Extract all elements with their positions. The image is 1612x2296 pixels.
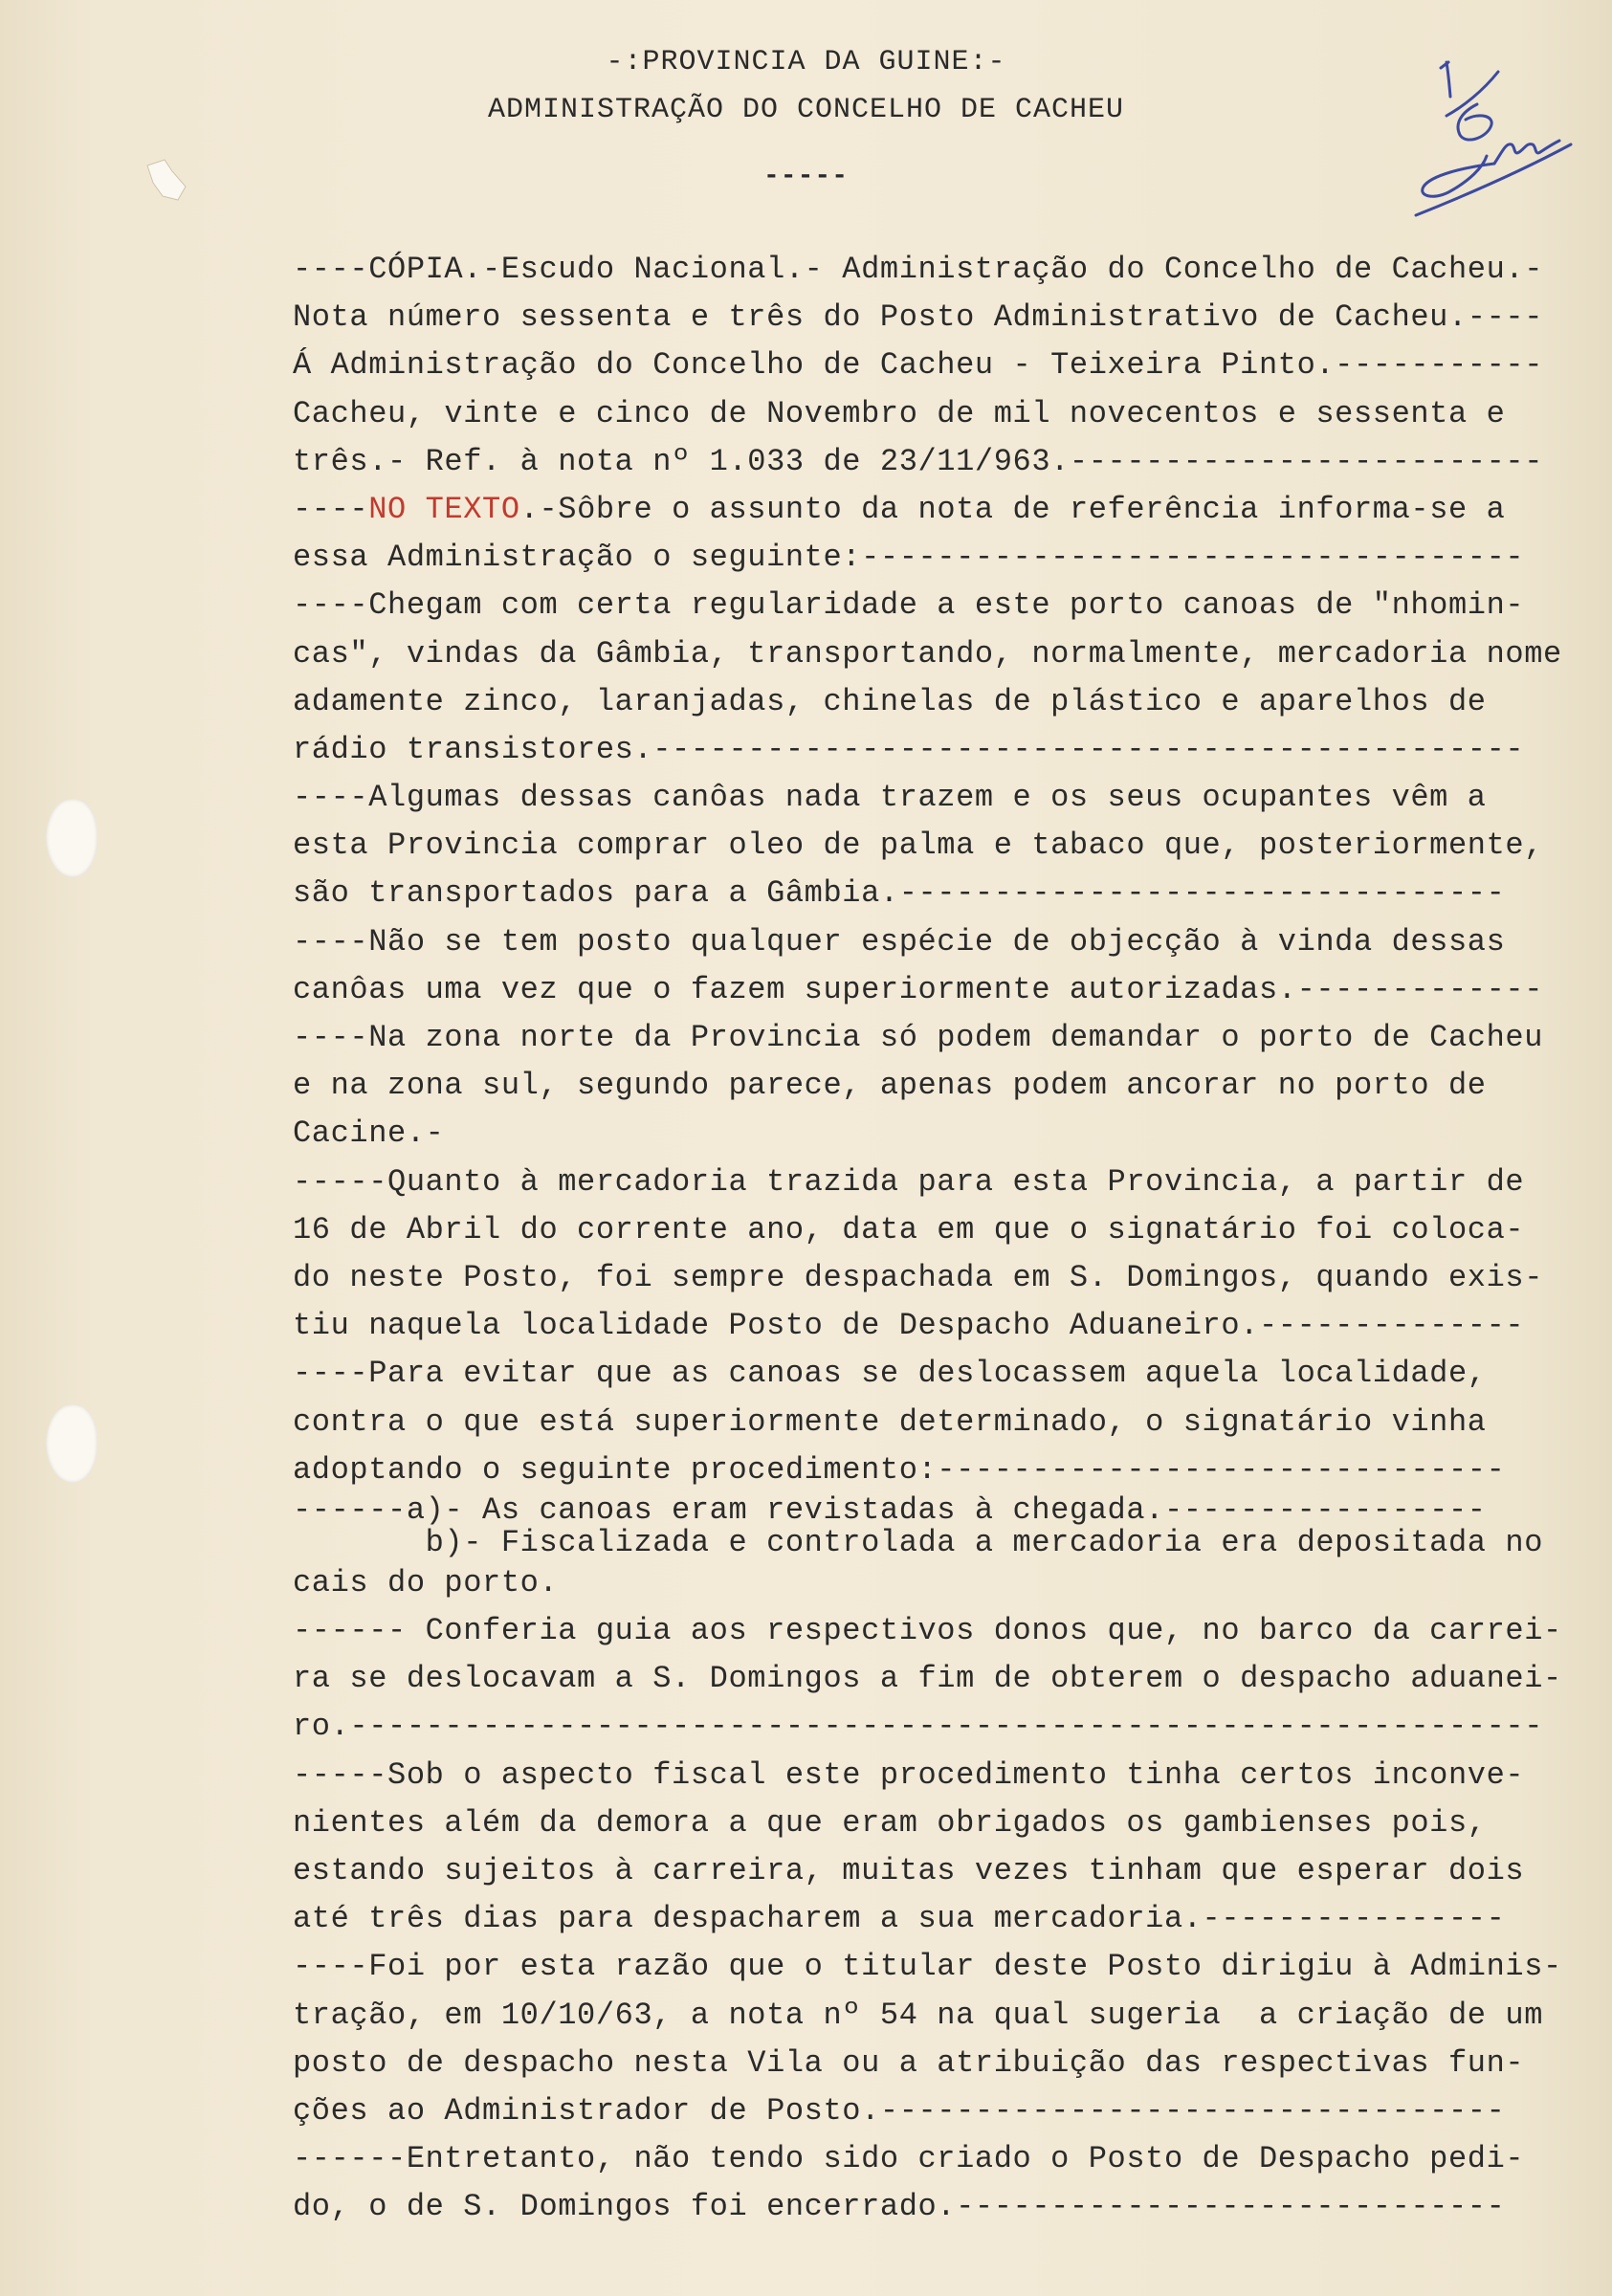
text-line-segment: ----Foi por esta razão que o titular deste Posto dirigiu à Adminis-: [293, 1949, 1562, 1985]
text-line-segment: estando sujeitos à carreira, muitas vezes tinham que esperar dois: [293, 1853, 1525, 1888]
text-line-segment: contra o que está superiormente determinado, o signatário vinha: [293, 1403, 1487, 1440]
text-line-segment: ------a)- As canoas eram revistadas à chegada.-----------------: [293, 1491, 1487, 1528]
text-line: [293, 294, 1603, 342]
text-line-segment: 16 de Abril do corrente ano, data em que o signatário foi coloca-: [293, 1211, 1525, 1247]
text-line-segment: canôas uma vez que o fazem superiormente autorizadas.-------------: [293, 971, 1544, 1007]
red-typed-heading: NO TEXTO: [368, 491, 520, 527]
signature-icon: [1406, 53, 1579, 234]
text-line-segment: cais do porto.: [293, 1564, 559, 1601]
text-line: [293, 1847, 1603, 1895]
header-administration: ADMINISTRAÇÃO DO CONCELHO DE CACHEU: [487, 94, 1125, 126]
text-line: [293, 678, 1603, 726]
text-line: [293, 1703, 1603, 1751]
text-line-segment: tração, em 10/10/63, a nota nº 54 na qual sugeria a criação de um: [293, 1997, 1544, 2033]
text-line-segment: tiu naquela localidade Posto de Despacho Aduaneiro.--------------: [293, 1308, 1525, 1344]
text-line-segment: b)- Fiscalizada e controlada a mercadoria era depositada no: [293, 1524, 1544, 1560]
text-line: [293, 966, 1603, 1014]
text-line: [293, 1446, 1603, 1494]
text-line-segment: esta Provincia comprar oleo de palma e tabaco que, posteriormente,: [293, 828, 1544, 864]
text-line: [293, 822, 1603, 870]
text-line: [293, 1655, 1603, 1703]
text-line-segment: rádio transistores.----------------------------------------------: [293, 731, 1525, 767]
text-line: [293, 246, 1603, 294]
text-line: [293, 2135, 1603, 2183]
text-line-segment: nientes além da demora a que eram obrigados os gambienses pois,: [293, 1804, 1487, 1841]
text-line: [293, 774, 1603, 822]
document-body: [293, 246, 1603, 2232]
text-line-segment: ----: [293, 491, 369, 527]
text-line: [293, 1350, 1603, 1398]
text-line-segment: ro.---------------------------------------------------------------: [293, 1709, 1544, 1745]
text-line-segment: ----Algumas dessas canôas nada trazem e os seus ocupantes vêm a: [293, 780, 1487, 816]
text-line: [293, 1254, 1603, 1302]
text-line: [293, 1992, 1603, 2040]
text-line: [293, 1399, 1603, 1446]
text-line-segment: ----CÓPIA.-Escudo Nacional.- Administração do Concelho de Cacheu.-: [293, 252, 1544, 287]
text-line: [293, 1206, 1603, 1254]
punch-hole-upper: [46, 799, 98, 877]
text-line-segment: -----Sob o aspecto fiscal este procedimento tinha certos inconve-: [293, 1756, 1525, 1793]
text-line-segment: essa Administração o seguinte:-----------------------------------: [293, 540, 1525, 576]
text-line-segment: do, o de S. Domingos foi encerrado.-----------------------------: [293, 2189, 1506, 2225]
text-line-segment: ----Chegam com certa regularidade a este porto canoas de "nhomin-: [293, 587, 1525, 624]
text-line: [293, 1607, 1603, 1655]
text-line-segment: Cacheu, vinte e cinco de Novembro de mil novecentos e sessenta e: [293, 395, 1506, 431]
text-line: [293, 1559, 1603, 1607]
text-line-segment: ----Não se tem posto qualquer espécie de objecção à vinda dessas: [293, 923, 1506, 960]
text-line: [293, 438, 1603, 486]
punch-hole-lower: [46, 1404, 98, 1483]
text-line-segment: são transportados para a Gâmbia.--------------------------------: [293, 875, 1506, 912]
text-line-segment: até três dias para despacharem a sua mercadoria.----------------: [293, 1901, 1506, 1937]
text-line: [293, 2183, 1603, 2231]
text-line: [293, 2040, 1603, 2087]
text-line-segment: ------ Conferia guia aos respectivos donos que, no barco da carrei-: [293, 1613, 1562, 1649]
text-line: [293, 1302, 1603, 1350]
text-line: [293, 1943, 1603, 1991]
text-line-segment: Á Administração do Concelho de Cacheu - Teixeira Pinto.-----------: [293, 347, 1544, 384]
text-line-segment: .-Sôbre o assunto da nota de referência informa-se a: [519, 491, 1506, 527]
text-line-segment: ra se deslocavam a S. Domingos a fim de obterem o despacho aduanei-: [293, 1661, 1562, 1697]
text-line: [293, 870, 1603, 917]
text-line: [293, 1062, 1603, 1110]
text-line: [293, 1524, 1603, 1560]
text-line-segment: três.- Ref. à nota nº 1.033 de 23/11/963.-------------------------: [293, 443, 1544, 479]
document-header: [0, 38, 1612, 201]
text-line: [293, 2087, 1603, 2135]
text-line: [293, 1752, 1603, 1799]
text-line: [293, 918, 1603, 966]
header-province: -:PROVINCIA DA GUINE:-: [606, 46, 1006, 78]
text-line: [293, 534, 1603, 582]
text-line-segment: ----Para evitar que as canoas se deslocassem aquela localidade,: [293, 1356, 1487, 1392]
text-line-segment: cas", vindas da Gâmbia, transportando, normalmente, mercadoria nome: [293, 635, 1562, 672]
text-line: [293, 486, 1603, 534]
text-line-segment: e na zona sul, segundo parece, apenas podem ancorar no porto de: [293, 1068, 1487, 1104]
text-line-segment: Cacine.-: [293, 1115, 445, 1152]
text-line: [293, 582, 1603, 629]
text-line-segment: posto de despacho nesta Vila ou a atribuição das respectivas fun-: [293, 2044, 1525, 2081]
text-line-segment: Nota número sessenta e três do Posto Administrativo de Cacheu.----: [293, 299, 1544, 336]
text-line-segment: ----Na zona norte da Provincia só podem demandar o porto de Cacheu: [293, 1020, 1544, 1055]
text-line-segment: adamente zinco, laranjadas, chinelas de plástico e aparelhos de: [293, 683, 1487, 719]
handwritten-annotation: [1406, 53, 1579, 234]
text-line: [293, 1014, 1603, 1062]
text-line: [293, 1895, 1603, 1943]
text-line: [293, 1799, 1603, 1847]
text-line: [293, 630, 1603, 678]
text-line: [293, 390, 1603, 438]
text-line-segment: -----Quanto à mercadoria trazida para esta Provincia, a partir de: [293, 1163, 1525, 1200]
text-line-segment: ções ao Administrador de Posto.---------------------------------: [293, 2092, 1506, 2129]
text-line-segment: ------Entretanto, não tendo sido criado o Posto de Despacho pedi-: [293, 2141, 1525, 2177]
text-line: [293, 1491, 1603, 1528]
text-line: [293, 1159, 1603, 1206]
text-line-segment: do neste Posto, foi sempre despachada em S. Domingos, quando exis-: [293, 1259, 1544, 1295]
text-line: [293, 1110, 1603, 1158]
header-separator: -----: [762, 162, 849, 191]
text-line: [293, 342, 1603, 389]
text-line: [293, 726, 1603, 774]
text-line-segment: adoptando o seguinte procedimento:------------------------------: [293, 1451, 1506, 1488]
